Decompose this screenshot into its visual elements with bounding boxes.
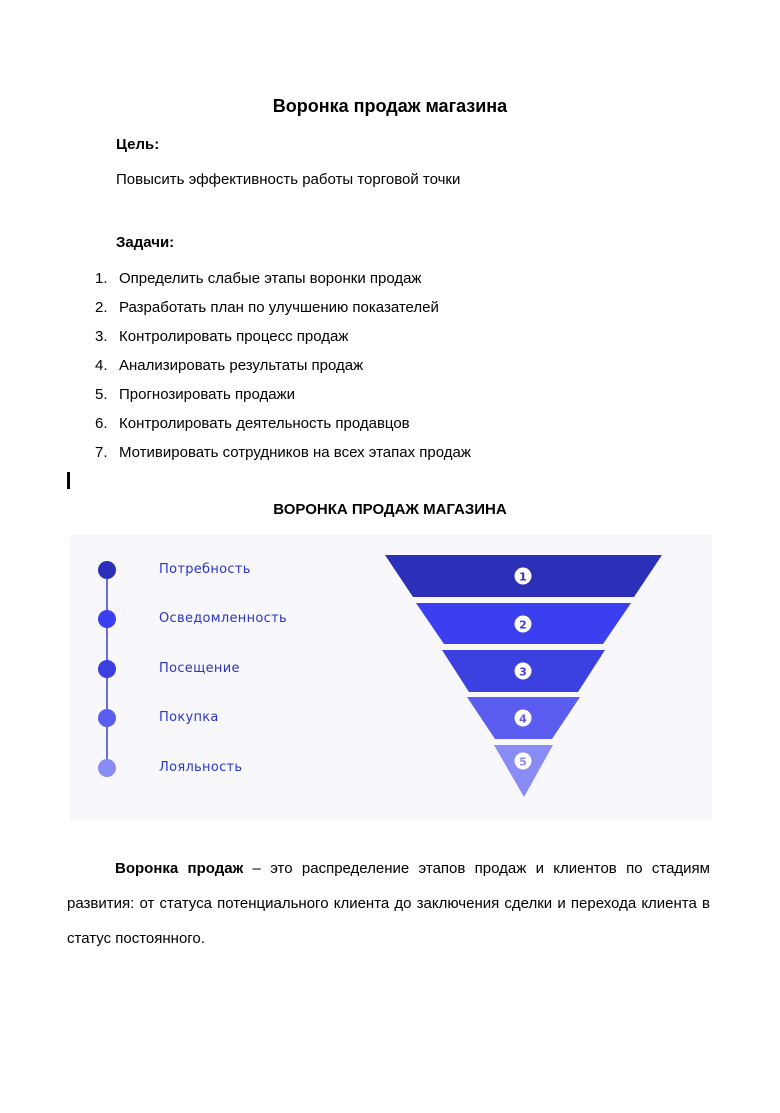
list-item-text: Разработать план по улучшению показателей: [119, 299, 439, 316]
page-title: Воронка продаж магазина: [272, 96, 508, 116]
stage-label: Покупка: [159, 710, 219, 725]
timeline-dot: [98, 561, 116, 579]
stage-label: Посещение: [159, 661, 240, 676]
goal-label: Цель:: [116, 136, 160, 153]
timeline-dot: [98, 660, 116, 678]
funnel-graphic: [70, 535, 712, 820]
list-item: [95, 444, 471, 473]
list-item-text: Контролировать деятельность продавцов: [119, 415, 410, 432]
list-item-text: Контролировать процесс продаж: [119, 328, 349, 345]
list-item: [95, 386, 471, 415]
stage-label: Осведомленность: [159, 611, 287, 626]
timeline-dot: [98, 610, 116, 628]
text-cursor: [67, 472, 70, 489]
list-item-text: Анализировать результаты продаж: [119, 357, 364, 374]
list-item: [95, 415, 471, 444]
timeline-dot: [98, 709, 116, 727]
definition-paragraph: [67, 851, 710, 956]
stage-label: Лояльность: [159, 760, 243, 775]
tasks-label: Задачи:: [116, 234, 175, 251]
stage-number-badge: [515, 568, 532, 585]
list-item-number: 2.: [95, 299, 108, 316]
svg-text:4: 4: [519, 712, 527, 726]
list-item-number: 5.: [95, 386, 108, 403]
goal-text: Повысить эффективность работы торговой точки: [116, 171, 461, 188]
list-item-number: 4.: [95, 357, 108, 374]
list-item-text: Мотивировать сотрудников на всех этапах продаж: [119, 444, 471, 461]
list-item: [95, 270, 471, 299]
stage-number-badge: [515, 616, 532, 633]
stage-number-badge: [515, 710, 532, 727]
list-item-number: 7.: [95, 444, 108, 461]
list-item-text: Прогнозировать продажи: [119, 386, 295, 403]
svg-text:1: 1: [519, 570, 527, 584]
definition-term: Воронка продаж: [115, 860, 244, 877]
figure-title: ВОРОНКА ПРОДАЖ МАГАЗИНА: [273, 501, 507, 518]
list-item: [95, 328, 471, 357]
stage-label: Потребность: [159, 562, 251, 577]
list-item: [95, 299, 471, 328]
svg-text:2: 2: [519, 618, 527, 632]
list-item-number: 1.: [95, 270, 108, 287]
stage-number-badge: [515, 753, 532, 770]
list-item-text: Определить слабые этапы воронки продаж: [119, 270, 422, 287]
stage-number-badge: [515, 663, 532, 680]
list-item: [95, 357, 471, 386]
svg-text:5: 5: [519, 755, 527, 769]
definition-text: – это распределение этапов продаж и клиентов по стадиям развития: от статуса потенциального клиента до заключения сделки и перехода клиента в статус постоянного.: [67, 860, 710, 947]
tasks-list: [95, 270, 471, 473]
list-item-number: 3.: [95, 328, 108, 345]
funnel-infographic: [70, 535, 712, 820]
list-item-number: 6.: [95, 415, 108, 432]
svg-text:3: 3: [519, 665, 527, 679]
timeline-dot: [98, 759, 116, 777]
